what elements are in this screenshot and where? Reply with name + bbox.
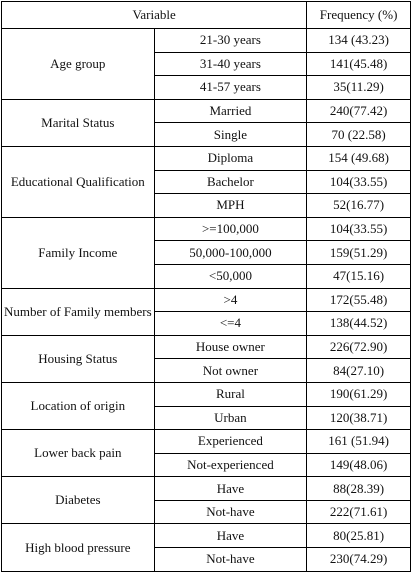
category-cell: Not-experienced: [154, 453, 307, 477]
category-cell: >4: [154, 288, 307, 312]
category-cell: MPH: [154, 194, 307, 218]
variable-cell: Diabetes: [2, 477, 155, 524]
variable-cell: Marital Status: [2, 99, 155, 146]
frequency-cell: 141(45.48): [307, 52, 411, 76]
frequency-cell: 138(44.52): [307, 312, 411, 336]
category-cell: Married: [154, 99, 307, 123]
table-row: [2, 335, 411, 359]
category-cell: Have: [154, 524, 307, 548]
category-cell: Not owner: [154, 359, 307, 383]
variable-cell: Lower back pain: [2, 430, 155, 477]
variable-cell: Family Income: [2, 217, 155, 288]
frequency-cell: 226(72.90): [307, 335, 411, 359]
category-cell: Not-have: [154, 548, 307, 572]
table-row: [2, 382, 411, 406]
frequency-cell: 52(16.77): [307, 194, 411, 218]
frequency-cell: 154 (49.68): [307, 146, 411, 170]
frequency-cell: 161 (51.94): [307, 430, 411, 454]
category-cell: 31-40 years: [154, 52, 307, 76]
variable-cell: High blood pressure: [2, 524, 155, 571]
frequency-cell: 35(11.29): [307, 76, 411, 100]
table-row: [2, 288, 411, 312]
variable-cell: Age group: [2, 29, 155, 100]
category-cell: Diploma: [154, 146, 307, 170]
frequency-cell: 70 (22.58): [307, 123, 411, 147]
table-row: [2, 430, 411, 454]
frequency-cell: 47(15.16): [307, 264, 411, 288]
variable-cell: Educational Qualification: [2, 146, 155, 217]
category-cell: Have: [154, 477, 307, 501]
frequency-cell: 84(27.10): [307, 359, 411, 383]
frequency-cell: 80(25.81): [307, 524, 411, 548]
frequency-cell: 240(77.42): [307, 99, 411, 123]
category-cell: Experienced: [154, 430, 307, 454]
variable-cell: Location of origin: [2, 382, 155, 429]
category-cell: <=4: [154, 312, 307, 336]
category-cell: Single: [154, 123, 307, 147]
variable-cell: Number of Family members: [2, 288, 155, 335]
category-cell: House owner: [154, 335, 307, 359]
table-row: [2, 217, 411, 241]
table-row: [2, 29, 411, 53]
category-cell: Not-have: [154, 500, 307, 524]
table-row: [2, 146, 411, 170]
category-cell: <50,000: [154, 264, 307, 288]
category-cell: Rural: [154, 382, 307, 406]
category-cell: >=100,000: [154, 217, 307, 241]
frequency-cell: 120(38.71): [307, 406, 411, 430]
table-row: [2, 99, 411, 123]
table-body: [2, 2, 411, 572]
category-cell: Urban: [154, 406, 307, 430]
demographics-table: [1, 1, 411, 572]
table-row: [2, 477, 411, 501]
frequency-cell: 222(71.61): [307, 500, 411, 524]
variable-cell: Housing Status: [2, 335, 155, 382]
frequency-cell: 159(51.29): [307, 241, 411, 265]
frequency-cell: 149(48.06): [307, 453, 411, 477]
frequency-cell: 172(55.48): [307, 288, 411, 312]
header-row: [2, 2, 411, 29]
category-cell: 50,000-100,000: [154, 241, 307, 265]
table-row: [2, 524, 411, 548]
category-cell: 21-30 years: [154, 29, 307, 53]
frequency-cell: 134 (43.23): [307, 29, 411, 53]
header-frequency: Frequency (%): [307, 2, 411, 29]
category-cell: Bachelor: [154, 170, 307, 194]
category-cell: 41-57 years: [154, 76, 307, 100]
frequency-cell: 190(61.29): [307, 382, 411, 406]
frequency-cell: 230(74.29): [307, 548, 411, 572]
frequency-cell: 88(28.39): [307, 477, 411, 501]
frequency-cell: 104(33.55): [307, 217, 411, 241]
frequency-cell: 104(33.55): [307, 170, 411, 194]
header-variable: Variable: [2, 2, 307, 29]
